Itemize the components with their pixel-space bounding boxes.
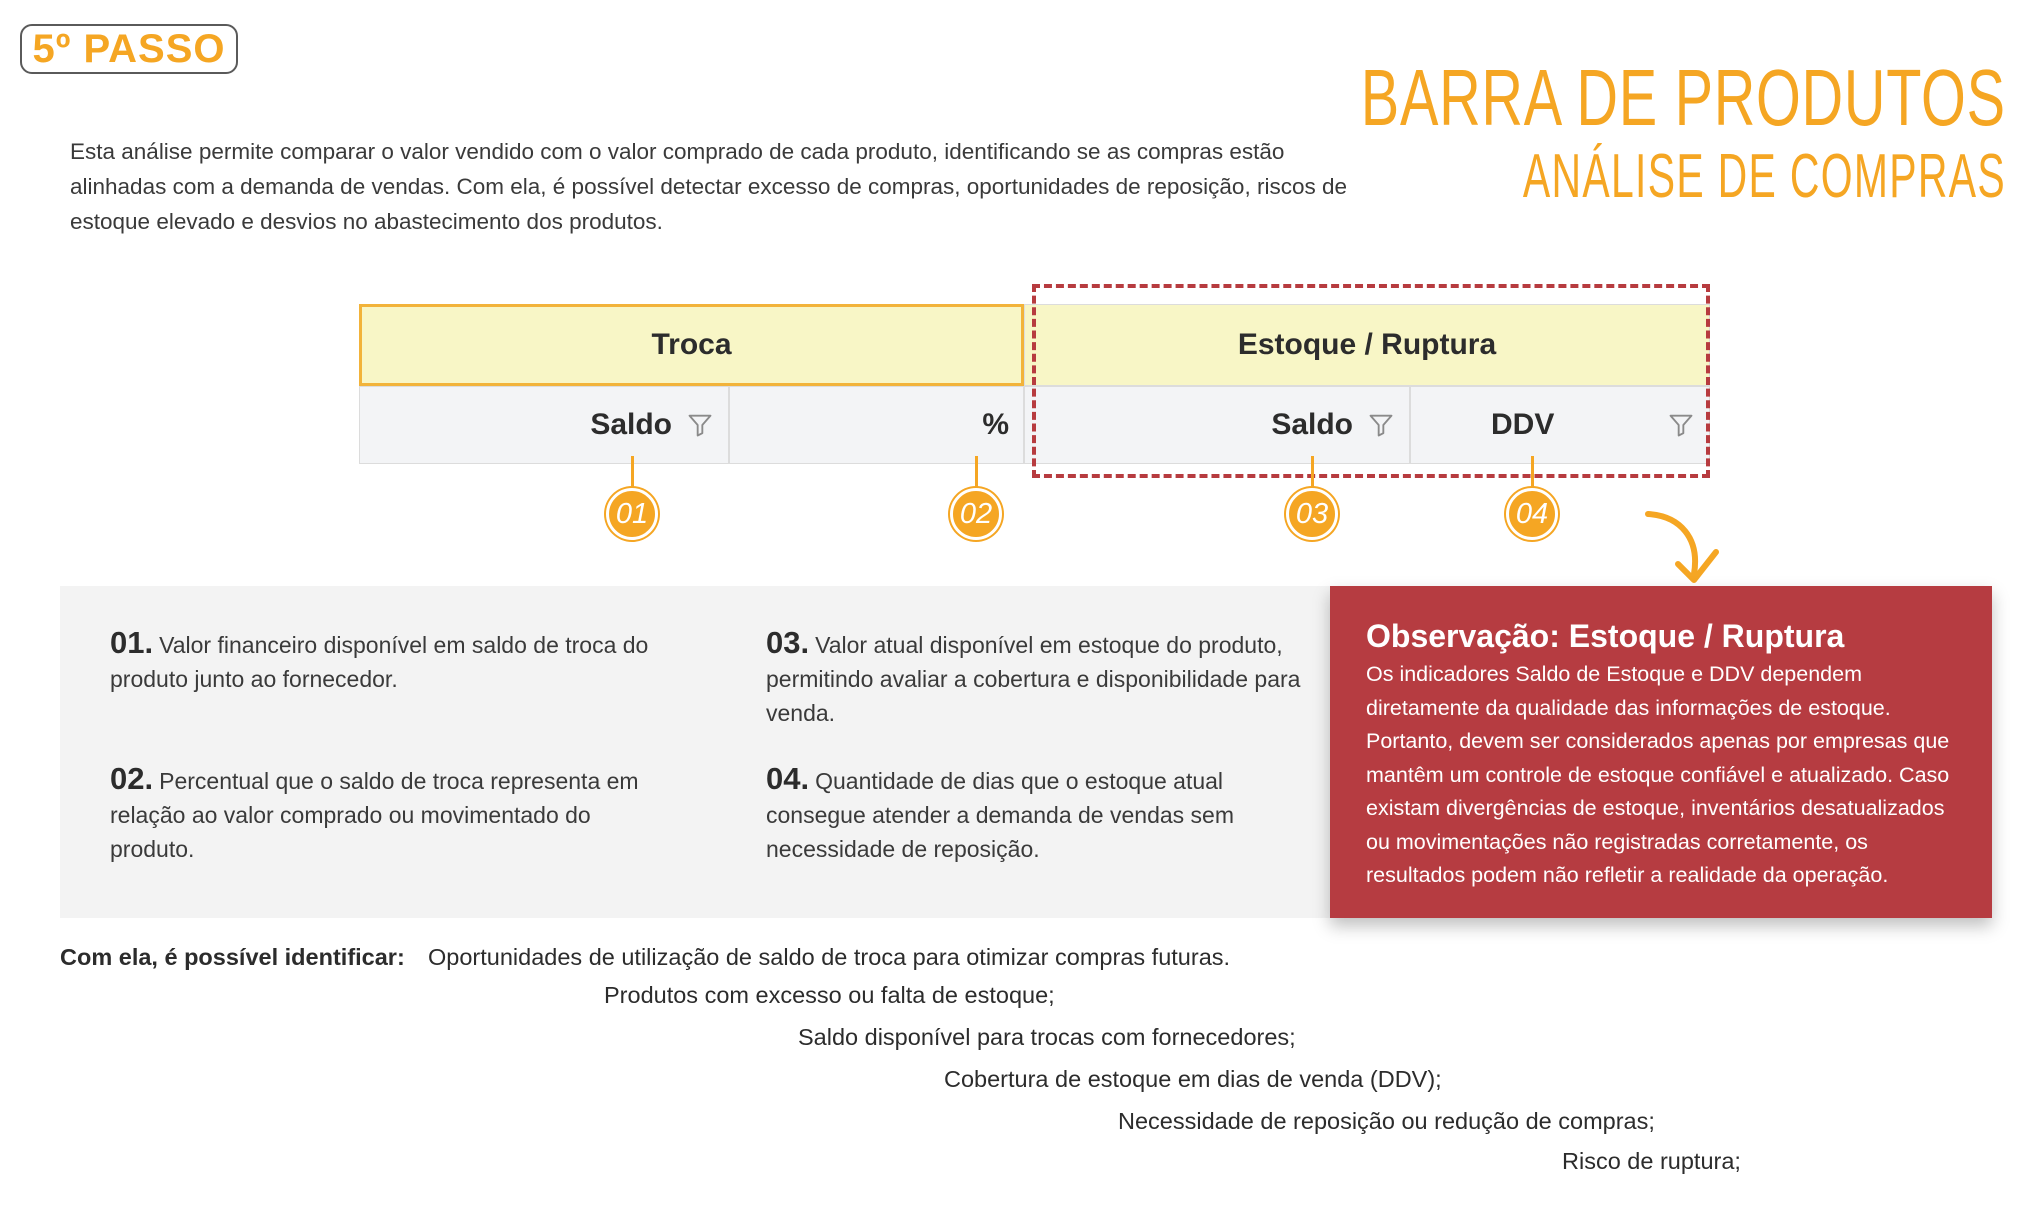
observation-body: Os indicadores Saldo de Estoque e DDV dependem diretamente da qualidade das informações de estoque. Portanto, devem ser considerados apenas por empresas que mantêm um controle de estoque confiável e atualizado. Caso existam divergências de estoque, inventários desatualizados ou movimentações não registradas corretamente, os resultados podem não refletir a realidade da operação. xyxy=(1366,662,1950,887)
highlight-estoque-ruptura xyxy=(1032,284,1710,478)
descriptions-panel xyxy=(60,586,1350,918)
group-header-troca: Troca xyxy=(359,304,1024,386)
observation-panel xyxy=(1330,586,1992,918)
column-label: Saldo xyxy=(590,408,672,441)
description-03 xyxy=(766,626,1306,730)
column-label: % xyxy=(982,408,1009,441)
identify-item-1: Oportunidades de utilização de saldo de troca para otimizar compras futuras. xyxy=(428,944,1231,970)
description-04 xyxy=(766,762,1306,866)
description-text: Valor financeiro disponível em saldo de troca do produto junto ao fornecedor. xyxy=(110,632,649,692)
identify-label: Com ela, é possível identificar: xyxy=(60,944,405,970)
column-label: DDV xyxy=(1491,408,1555,441)
description-02 xyxy=(110,762,650,866)
identify-item-4: Cobertura de estoque em dias de venda (DDV); xyxy=(944,1066,1442,1092)
description-number: 01. xyxy=(110,625,154,660)
identify-item-2: Produtos com excesso ou falta de estoque; xyxy=(604,982,1055,1008)
connector-line xyxy=(631,456,634,492)
description-text: Percentual que o saldo de troca representa em relação ao valor comprado ou movimentado do produto. xyxy=(110,768,639,862)
connector-line xyxy=(975,456,978,492)
marker-02: 02 xyxy=(950,488,1002,540)
identify-item-3: Saldo disponível para trocas com fornecedores; xyxy=(798,1024,1296,1050)
marker-03: 03 xyxy=(1286,488,1338,540)
intro-paragraph: Esta análise permite comparar o valor vendido com o valor comprado de cada produto, identificando se as compras estão alinhadas com a demanda de vendas. Com ela, é possível detectar excesso de compras, oportunidades de reposição, riscos de estoque elevado e desvios no abastecimento dos produtos. xyxy=(70,139,1347,234)
column-header-troca-saldo[interactable] xyxy=(359,386,729,464)
description-01 xyxy=(110,626,650,696)
marker-04: 04 xyxy=(1506,488,1558,540)
observation-title: Observação: Estoque / Ruptura xyxy=(1366,618,1845,654)
column-header-troca-percent[interactable] xyxy=(729,386,1024,464)
marker-01: 01 xyxy=(606,488,658,540)
connector-line xyxy=(1531,456,1534,492)
description-text: Quantidade de dias que o estoque atual consegue atender a demanda de vendas sem necessidade de reposição. xyxy=(766,768,1234,862)
description-number: 04. xyxy=(766,761,810,796)
filter-icon[interactable] xyxy=(686,411,714,439)
group-header-estoque-ruptura: Estoque / Ruptura xyxy=(1024,304,1710,386)
page-title: BARRA DE PRODUTOS xyxy=(1361,53,2006,142)
connector-line xyxy=(1311,456,1314,492)
description-number: 02. xyxy=(110,761,154,796)
description-number: 03. xyxy=(766,625,810,660)
column-label: Saldo xyxy=(1271,408,1353,441)
step-badge: 5º PASSO xyxy=(20,24,238,74)
curved-arrow-icon xyxy=(1640,508,1730,590)
page-subtitle: ANÁLISE DE COMPRAS xyxy=(1522,142,2006,211)
identify-item-5: Necessidade de reposição ou redução de compras; xyxy=(1118,1108,1655,1134)
description-text: Valor atual disponível em estoque do produto, permitindo avaliar a cobertura e disponibilidade para venda. xyxy=(766,632,1301,726)
identify-item-6: Risco de ruptura; xyxy=(1562,1148,1741,1174)
